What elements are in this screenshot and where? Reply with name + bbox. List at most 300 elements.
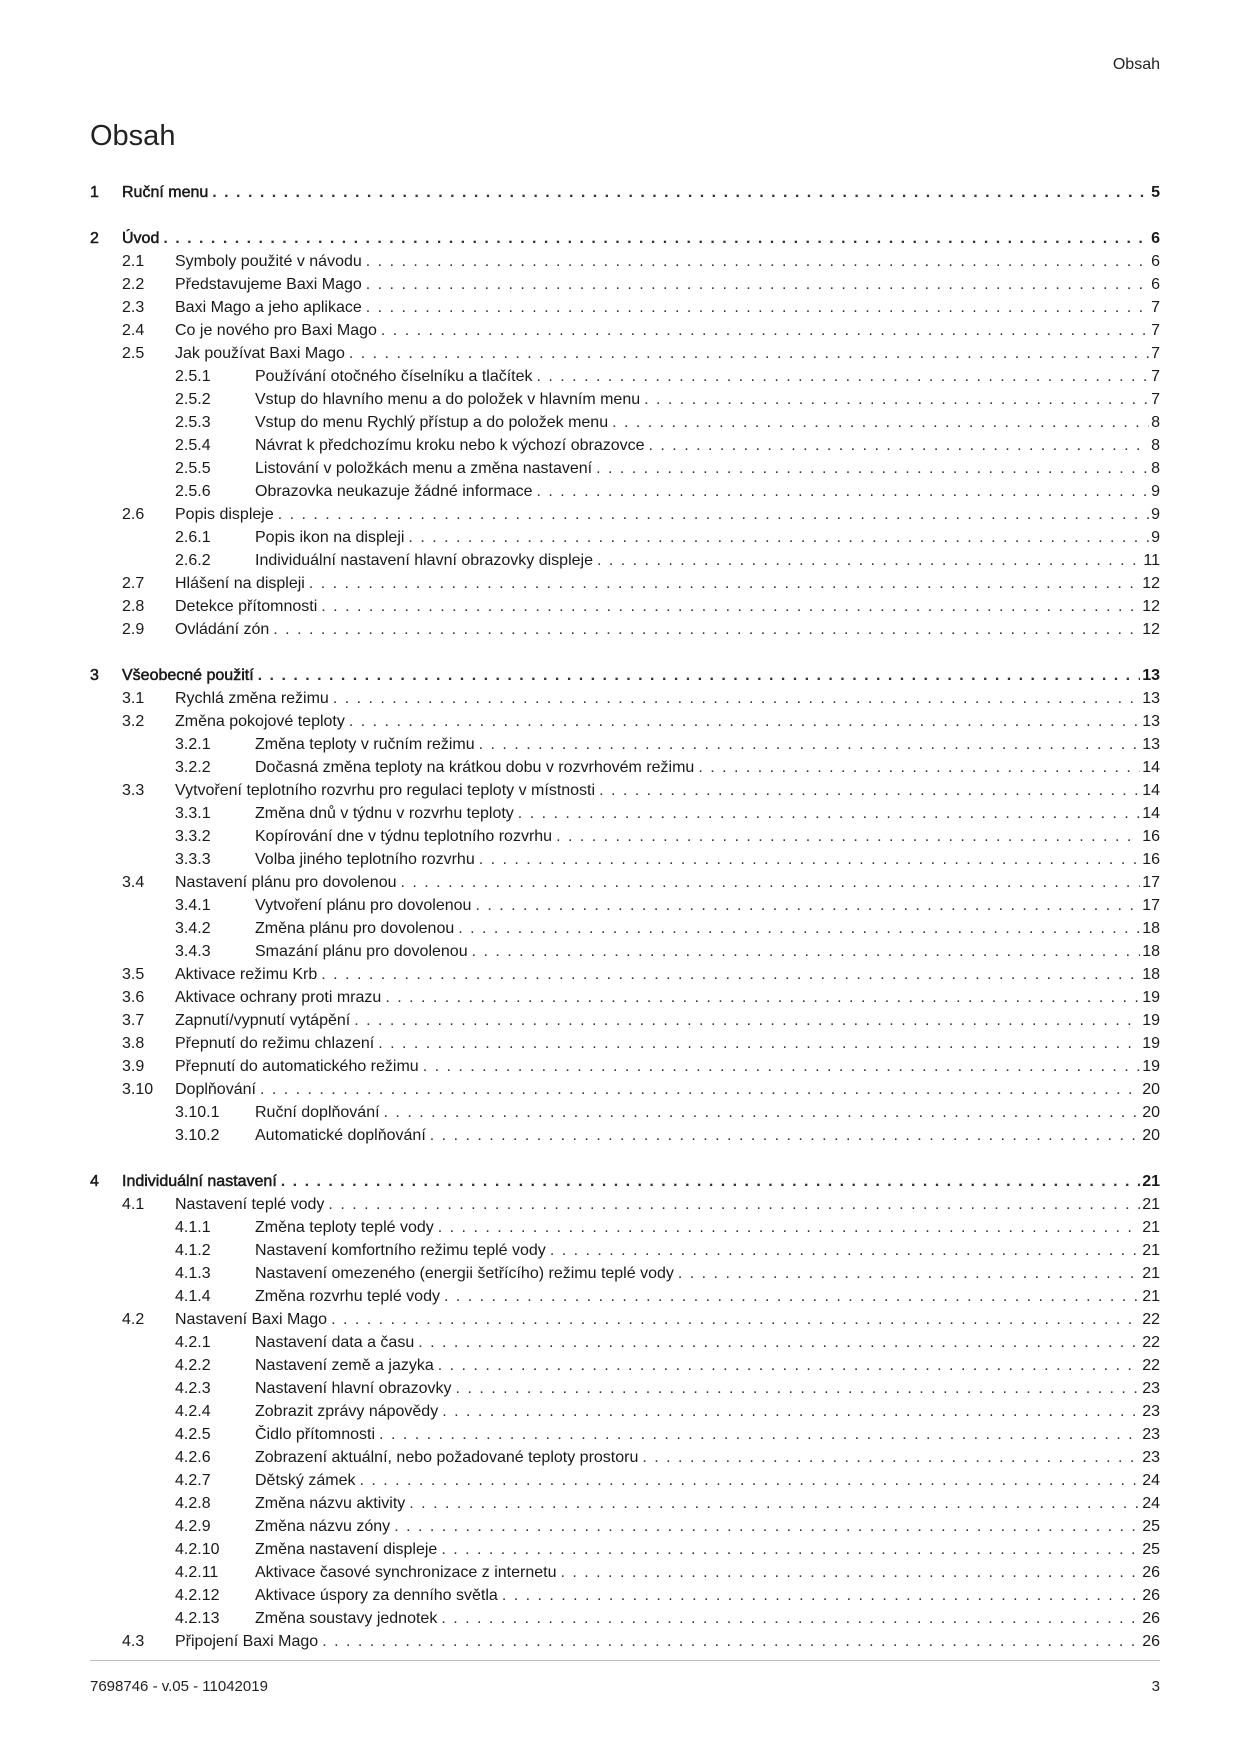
toc-entry-page: 21 <box>1142 1219 1160 1236</box>
toc-entry-line <box>255 388 1160 411</box>
toc-entry-page: 6 <box>1151 230 1160 247</box>
toc-entry[interactable] <box>90 848 1160 871</box>
toc-entry-title: Smazání plánu pro dovolenou <box>255 943 468 960</box>
toc-entry-number: 3.4.2 <box>175 920 211 937</box>
toc-entry-page: 26 <box>1142 1633 1160 1650</box>
toc-entry-page: 21 <box>1142 1242 1160 1259</box>
toc-entry-line <box>175 1055 1160 1078</box>
toc-entry-number: 3.10 <box>122 1081 154 1098</box>
toc-entry-page: 6 <box>1151 253 1160 270</box>
toc-entry[interactable] <box>90 572 1160 595</box>
toc-entry[interactable] <box>90 434 1160 457</box>
toc-entry-number: 2.5.3 <box>175 414 211 431</box>
toc-entry-number: 3.7 <box>122 1012 145 1029</box>
toc-entry-title: Návrat k předchozímu kroku nebo k výchozí obrazovce <box>255 437 645 454</box>
toc-entry-line <box>175 871 1160 894</box>
toc-entry-page: 7 <box>1151 391 1160 408</box>
toc-entry-line <box>122 181 1160 204</box>
toc-entry-title: Obrazovka neukazuje žádné informace <box>255 483 533 500</box>
toc-entry-line <box>255 1607 1160 1630</box>
toc-entry-title: Detekce přítomnosti <box>175 598 318 615</box>
toc-leader-dots <box>674 1262 1140 1285</box>
toc-leader-dots <box>397 871 1141 894</box>
toc-leader-dots <box>345 710 1140 733</box>
toc-entry-page: 14 <box>1142 805 1160 822</box>
toc-entry-title: Změna pokojové teploty <box>175 713 345 730</box>
toc-entry-line <box>255 756 1160 779</box>
toc-leader-dots <box>381 986 1140 1009</box>
toc-entry-number: 4.2.11 <box>175 1564 219 1581</box>
toc-entry-title: Individuální nastavení hlavní obrazovky displeje <box>255 552 593 569</box>
toc-entry-number: 3.8 <box>122 1035 145 1052</box>
toc-entry[interactable] <box>90 687 1160 710</box>
toc-entry-title: Nastavení teplé vody <box>175 1196 325 1213</box>
toc-leader-dots <box>305 572 1140 595</box>
toc-entry-number: 3.1 <box>122 690 145 707</box>
toc-entry-title: Všeobecné použití <box>122 667 254 684</box>
toc-entry-line <box>255 480 1160 503</box>
toc-entry-title: Popis ikon na displeji <box>255 529 405 546</box>
toc-gap <box>90 1147 1160 1170</box>
toc-entry-number: 4.3 <box>122 1633 145 1650</box>
toc-entry[interactable] <box>90 1078 1160 1101</box>
toc-entry-title: Nastavení hlavní obrazovky <box>255 1380 452 1397</box>
toc-entry[interactable] <box>90 1308 1160 1331</box>
toc-entry[interactable] <box>90 963 1160 986</box>
toc-entry-line <box>175 779 1160 802</box>
toc-entry-number: 2.7 <box>122 575 145 592</box>
toc-entry-line <box>255 733 1160 756</box>
toc-entry[interactable] <box>90 526 1160 549</box>
toc-entry-number: 2.6.2 <box>175 552 211 569</box>
toc-entry[interactable] <box>90 181 1160 204</box>
toc-leader-dots <box>256 1078 1140 1101</box>
toc-entry-line <box>175 687 1160 710</box>
toc-entry-line <box>175 273 1160 296</box>
toc-leader-dots <box>329 687 1140 710</box>
toc-entry-number: 2.6 <box>122 506 145 523</box>
toc-entry-number: 4.2.6 <box>175 1449 211 1466</box>
toc-entry-title: Aktivace časové synchronizace z internetu <box>255 1564 557 1581</box>
toc-entry[interactable] <box>90 549 1160 572</box>
toc-leader-dots <box>277 1170 1140 1193</box>
toc-entry-line <box>255 1239 1160 1262</box>
toc-leader-dots <box>404 526 1149 549</box>
toc-entry-line <box>255 848 1160 871</box>
toc-entry-title: Automatické doplňování <box>255 1127 426 1144</box>
toc-entry-number: 2.5 <box>122 345 145 362</box>
toc-entry-page: 13 <box>1142 713 1160 730</box>
toc-entry-line <box>175 986 1160 1009</box>
toc-entry-page: 20 <box>1142 1104 1160 1121</box>
toc-entry-page: 12 <box>1142 598 1160 615</box>
toc-entry-number: 2.8 <box>122 598 145 615</box>
toc-entry-number: 2.9 <box>122 621 145 638</box>
toc-entry-line <box>255 434 1160 457</box>
toc-entry-page: 23 <box>1142 1380 1160 1397</box>
toc-entry-number: 4.2.8 <box>175 1495 211 1512</box>
toc-entry-page: 7 <box>1151 299 1160 316</box>
toc-entry-number: 3.3.1 <box>175 805 211 822</box>
toc-leader-dots <box>317 963 1140 986</box>
toc-entry-page: 5 <box>1151 184 1160 201</box>
toc-leader-dots <box>475 848 1140 871</box>
toc-leader-dots <box>362 273 1149 296</box>
toc-entry-title: Vstup do hlavního menu a do položek v hlavním menu <box>255 391 641 408</box>
toc-leader-dots <box>377 319 1149 342</box>
toc-entry-title: Změna soustavy jednotek <box>255 1610 438 1627</box>
toc-entry-number: 3.3 <box>122 782 145 799</box>
toc-entry-title: Představujeme Baxi Mago <box>175 276 362 293</box>
toc-entry[interactable] <box>90 1423 1160 1446</box>
toc-entry-title: Změna nastavení displeje <box>255 1541 438 1558</box>
toc-entry-number: 4.2.7 <box>175 1472 211 1489</box>
toc-entry-number: 3.3.3 <box>175 851 211 868</box>
toc-leader-dots <box>208 181 1149 204</box>
toc-entry-title: Zobrazit zprávy nápovědy <box>255 1403 439 1420</box>
toc-entry[interactable] <box>90 756 1160 779</box>
toc-entry-line <box>175 710 1160 733</box>
toc-entry-title: Úvod <box>122 230 160 247</box>
toc-entry[interactable] <box>90 894 1160 917</box>
toc-entry-line <box>175 1193 1160 1216</box>
toc-entry[interactable] <box>90 1101 1160 1124</box>
toc-entry[interactable] <box>90 1377 1160 1400</box>
toc-entry-page: 22 <box>1142 1357 1160 1374</box>
toc-entry[interactable] <box>90 1515 1160 1538</box>
toc-entry-title: Individuální nastavení <box>122 1173 277 1190</box>
toc-entry-page: 13 <box>1142 690 1160 707</box>
toc-entry-number: 4.1.2 <box>175 1242 211 1259</box>
toc-entry-page: 18 <box>1142 966 1160 983</box>
toc-entry-title: Rychlá změna režimu <box>175 690 329 707</box>
toc-entry[interactable] <box>90 710 1160 733</box>
toc-entry[interactable] <box>90 1400 1160 1423</box>
toc-entry-page: 14 <box>1142 759 1160 776</box>
toc-entry-title: Změna názvu zóny <box>255 1518 391 1535</box>
toc-entry-number: 2.5.2 <box>175 391 211 408</box>
toc-leader-dots <box>645 434 1150 457</box>
toc-leader-dots <box>440 1285 1140 1308</box>
toc-entry-number: 3.4.3 <box>175 943 211 960</box>
toc-leader-dots <box>498 1584 1140 1607</box>
toc-leader-dots <box>592 457 1149 480</box>
toc-entry-line <box>255 1584 1160 1607</box>
toc-entry-line <box>175 1009 1160 1032</box>
toc-entry[interactable] <box>90 1124 1160 1147</box>
toc-entry-line <box>175 618 1160 641</box>
toc-entry-page: 20 <box>1142 1081 1160 1098</box>
toc-entry-number: 3.6 <box>122 989 145 1006</box>
toc-entry-line <box>175 1308 1160 1331</box>
toc-leader-dots <box>468 940 1141 963</box>
toc-entry-page: 26 <box>1142 1610 1160 1627</box>
toc-entry[interactable] <box>90 1607 1160 1630</box>
toc-entry-line <box>175 319 1160 342</box>
toc-entry-title: Dětský zámek <box>255 1472 356 1489</box>
toc-entry-number: 4 <box>90 1173 99 1190</box>
toc-entry-page: 9 <box>1151 483 1160 500</box>
toc-leader-dots <box>552 825 1140 848</box>
toc-leader-dots <box>375 1423 1140 1446</box>
toc-entry-page: 13 <box>1142 736 1160 753</box>
toc-entry-title: Aktivace ochrany proti mrazu <box>175 989 382 1006</box>
toc-entry[interactable] <box>90 319 1160 342</box>
toc-leader-dots <box>350 1009 1140 1032</box>
toc-entry-title: Vytvoření teplotního rozvrhu pro regulaci teploty v místnosti <box>175 782 596 799</box>
toc-leader-dots <box>434 1216 1140 1239</box>
toc-entry-number: 4.2.9 <box>175 1518 211 1535</box>
toc-entry[interactable] <box>90 1469 1160 1492</box>
toc-entry-title: Doplňování <box>175 1081 256 1098</box>
toc-leader-dots <box>546 1239 1140 1262</box>
toc-entry-page: 23 <box>1142 1449 1160 1466</box>
toc-leader-dots <box>437 1607 1140 1630</box>
toc-leader-dots <box>434 1354 1140 1377</box>
toc-entry[interactable] <box>90 940 1160 963</box>
toc-entry-line <box>255 1331 1160 1354</box>
toc-entry[interactable] <box>90 365 1160 388</box>
toc-entry-line <box>255 1124 1160 1147</box>
toc-entry-line <box>255 1400 1160 1423</box>
toc-entry[interactable] <box>90 1584 1160 1607</box>
toc-entry-page: 12 <box>1142 621 1160 638</box>
toc-entry-number: 4.2.3 <box>175 1380 211 1397</box>
toc-entry-number: 2.1 <box>122 253 145 270</box>
toc-entry[interactable] <box>90 802 1160 825</box>
toc-entry[interactable] <box>90 227 1160 250</box>
toc-entry-number: 3.4 <box>122 874 145 891</box>
toc-entry-title: Vstup do menu Rychlý přístup a do položek menu <box>255 414 609 431</box>
toc-entry-page: 13 <box>1142 667 1160 684</box>
toc-entry[interactable] <box>90 1239 1160 1262</box>
toc-entry-title: Ovládání zón <box>175 621 270 638</box>
running-header: Obsah <box>1112 56 1160 73</box>
toc-entry-number: 1 <box>90 184 99 201</box>
toc-leader-dots <box>452 1377 1141 1400</box>
toc-entry-page: 6 <box>1151 276 1160 293</box>
toc-entry-line <box>175 503 1160 526</box>
toc-entry-page: 14 <box>1142 782 1160 799</box>
toc-entry[interactable] <box>90 1630 1160 1653</box>
toc-entry-page: 21 <box>1142 1196 1160 1213</box>
toc-entry-page: 19 <box>1142 989 1160 1006</box>
toc-entry-number: 2.5.5 <box>175 460 211 477</box>
table-of-contents <box>90 181 1160 1653</box>
toc-entry[interactable] <box>90 296 1160 319</box>
toc-entry-line <box>255 1216 1160 1239</box>
toc-entry[interactable] <box>90 388 1160 411</box>
toc-entry-page: 26 <box>1142 1587 1160 1604</box>
toc-entry[interactable] <box>90 1262 1160 1285</box>
toc-entry[interactable] <box>90 457 1160 480</box>
toc-entry-line <box>175 296 1160 319</box>
toc-leader-dots <box>694 756 1140 779</box>
toc-entry[interactable] <box>90 917 1160 940</box>
toc-entry-line <box>255 1561 1160 1584</box>
toc-entry-number: 4.2 <box>122 1311 145 1328</box>
toc-leader-dots <box>454 917 1140 940</box>
document-id: 7698746 - v.05 - 11042019 <box>90 1678 268 1695</box>
toc-entry-number: 2.5.1 <box>175 368 211 385</box>
toc-entry-page: 9 <box>1151 529 1160 546</box>
toc-entry-page: 7 <box>1151 322 1160 339</box>
toc-entry-line <box>122 1170 1160 1193</box>
toc-entry-number: 4.1 <box>122 1196 145 1213</box>
toc-entry-number: 2.2 <box>122 276 145 293</box>
toc-entry-number: 3 <box>90 667 99 684</box>
toc-entry-page: 23 <box>1142 1403 1160 1420</box>
toc-leader-dots <box>374 1032 1140 1055</box>
toc-entry-number: 2.5.4 <box>175 437 211 454</box>
toc-entry-title: Nastavení Baxi Mago <box>175 1311 328 1328</box>
toc-entry-title: Přepnutí do režimu chlazení <box>175 1035 375 1052</box>
toc-entry-number: 3.2.2 <box>175 759 211 776</box>
toc-entry-number: 3.5 <box>122 966 145 983</box>
toc-leader-dots <box>159 227 1149 250</box>
toc-entry-page: 8 <box>1151 460 1160 477</box>
toc-leader-dots <box>426 1124 1140 1147</box>
toc-entry[interactable] <box>90 1193 1160 1216</box>
toc-entry-page: 12 <box>1142 575 1160 592</box>
toc-entry-title: Nastavení data a času <box>255 1334 415 1351</box>
toc-entry[interactable] <box>90 1446 1160 1469</box>
toc-entry[interactable] <box>90 1331 1160 1354</box>
toc-entry-page: 7 <box>1151 345 1160 362</box>
toc-entry[interactable] <box>90 618 1160 641</box>
toc-leader-dots <box>533 365 1150 388</box>
toc-entry-title: Změna rozvrhu teplé vody <box>255 1288 440 1305</box>
toc-entry-title: Používání otočného číselníku a tlačítek <box>255 368 533 385</box>
toc-entry-number: 4.1.3 <box>175 1265 211 1282</box>
toc-leader-dots <box>419 1055 1141 1078</box>
toc-entry-number: 4.2.4 <box>175 1403 211 1420</box>
toc-entry-line <box>255 411 1160 434</box>
toc-entry-title: Změna teploty v ručním režimu <box>255 736 475 753</box>
toc-entry[interactable] <box>90 595 1160 618</box>
toc-entry-line <box>175 963 1160 986</box>
toc-entry[interactable] <box>90 1009 1160 1032</box>
toc-entry-page: 18 <box>1142 943 1160 960</box>
toc-entry-title: Ruční menu <box>122 184 209 201</box>
toc-entry-line <box>255 1538 1160 1561</box>
toc-entry-line <box>255 917 1160 940</box>
toc-entry-title: Baxi Mago a jeho aplikace <box>175 299 362 316</box>
toc-entry[interactable] <box>90 411 1160 434</box>
toc-entry-title: Připojení Baxi Mago <box>175 1633 319 1650</box>
toc-entry-line <box>255 1423 1160 1446</box>
toc-entry-number: 4.2.13 <box>175 1610 220 1627</box>
toc-entry[interactable] <box>90 664 1160 687</box>
toc-entry-number: 2 <box>90 230 99 247</box>
toc-entry-title: Vytvoření plánu pro dovolenou <box>255 897 472 914</box>
toc-entry[interactable] <box>90 1216 1160 1239</box>
toc-entry[interactable] <box>90 1354 1160 1377</box>
toc-entry[interactable] <box>90 871 1160 894</box>
toc-entry[interactable] <box>90 273 1160 296</box>
toc-entry-page: 26 <box>1142 1564 1160 1581</box>
toc-leader-dots <box>317 595 1140 618</box>
toc-entry-title: Čidlo přítomnosti <box>255 1426 376 1443</box>
toc-entry-page: 22 <box>1142 1334 1160 1351</box>
toc-entry-number: 2.3 <box>122 299 145 316</box>
toc-entry[interactable] <box>90 1561 1160 1584</box>
toc-entry[interactable] <box>90 250 1160 273</box>
toc-entry-page: 25 <box>1142 1541 1160 1558</box>
toc-entry-page: 8 <box>1151 437 1160 454</box>
toc-leader-dots <box>471 894 1140 917</box>
toc-leader-dots <box>414 1331 1140 1354</box>
toc-entry-number: 2.6.1 <box>175 529 211 546</box>
toc-entry[interactable] <box>90 503 1160 526</box>
toc-entry[interactable] <box>90 1032 1160 1055</box>
toc-entry-number: 3.2 <box>122 713 145 730</box>
toc-entry-line <box>122 227 1160 250</box>
toc-entry-title: Symboly použité v návodu <box>175 253 362 270</box>
toc-entry-title: Jak používat Baxi Mago <box>175 345 345 362</box>
toc-entry[interactable] <box>90 1055 1160 1078</box>
toc-entry-title: Volba jiného teplotního rozvrhu <box>255 851 475 868</box>
toc-entry-title: Zobrazení aktuální, nebo požadované teploty prostoru <box>255 1449 639 1466</box>
toc-entry-number: 4.2.2 <box>175 1357 211 1374</box>
footer-divider <box>90 1660 1160 1661</box>
toc-entry-page: 21 <box>1142 1265 1160 1282</box>
toc-entry-number: 4.2.10 <box>175 1541 220 1558</box>
toc-entry-line <box>255 1469 1160 1492</box>
page-title: Obsah <box>90 120 176 152</box>
toc-entry-title: Listování v položkách menu a změna nastavení <box>255 460 593 477</box>
toc-entry[interactable] <box>90 779 1160 802</box>
toc-entry[interactable] <box>90 480 1160 503</box>
toc-entry[interactable] <box>90 825 1160 848</box>
toc-leader-dots <box>324 1193 1140 1216</box>
toc-entry[interactable] <box>90 1492 1160 1515</box>
toc-entry-title: Dočasná změna teploty na krátkou dobu v rozvrhovém režimu <box>255 759 695 776</box>
toc-entry[interactable] <box>90 733 1160 756</box>
toc-entry-number: 4.1.1 <box>175 1219 211 1236</box>
toc-entry-title: Aktivace režimu Krb <box>175 966 318 983</box>
toc-entry-page: 19 <box>1142 1058 1160 1075</box>
toc-entry-title: Popis displeje <box>175 506 274 523</box>
toc-leader-dots <box>327 1308 1140 1331</box>
toc-entry-line <box>255 1354 1160 1377</box>
toc-entry-page: 19 <box>1142 1035 1160 1052</box>
toc-leader-dots <box>380 1101 1141 1124</box>
toc-entry[interactable] <box>90 1170 1160 1193</box>
toc-leader-dots <box>556 1561 1140 1584</box>
toc-entry-number: 4.1.4 <box>175 1288 211 1305</box>
toc-entry[interactable] <box>90 1285 1160 1308</box>
toc-entry-line <box>255 549 1160 572</box>
toc-entry-number: 3.4.1 <box>175 897 211 914</box>
toc-leader-dots <box>405 1492 1140 1515</box>
toc-entry-line <box>175 1630 1160 1653</box>
toc-entry-page: 22 <box>1142 1311 1160 1328</box>
toc-entry-line <box>255 802 1160 825</box>
toc-leader-dots <box>593 549 1141 572</box>
toc-entry[interactable] <box>90 1538 1160 1561</box>
toc-entry[interactable] <box>90 342 1160 365</box>
toc-entry-title: Změna teploty teplé vody <box>255 1219 434 1236</box>
toc-entry-line <box>255 1285 1160 1308</box>
toc-leader-dots <box>608 411 1149 434</box>
toc-entry-page: 9 <box>1151 506 1160 523</box>
toc-entry-title: Nastavení plánu pro dovolenou <box>175 874 397 891</box>
toc-entry-page: 8 <box>1151 414 1160 431</box>
toc-leader-dots <box>269 618 1140 641</box>
toc-entry[interactable] <box>90 986 1160 1009</box>
toc-entry-line <box>175 250 1160 273</box>
